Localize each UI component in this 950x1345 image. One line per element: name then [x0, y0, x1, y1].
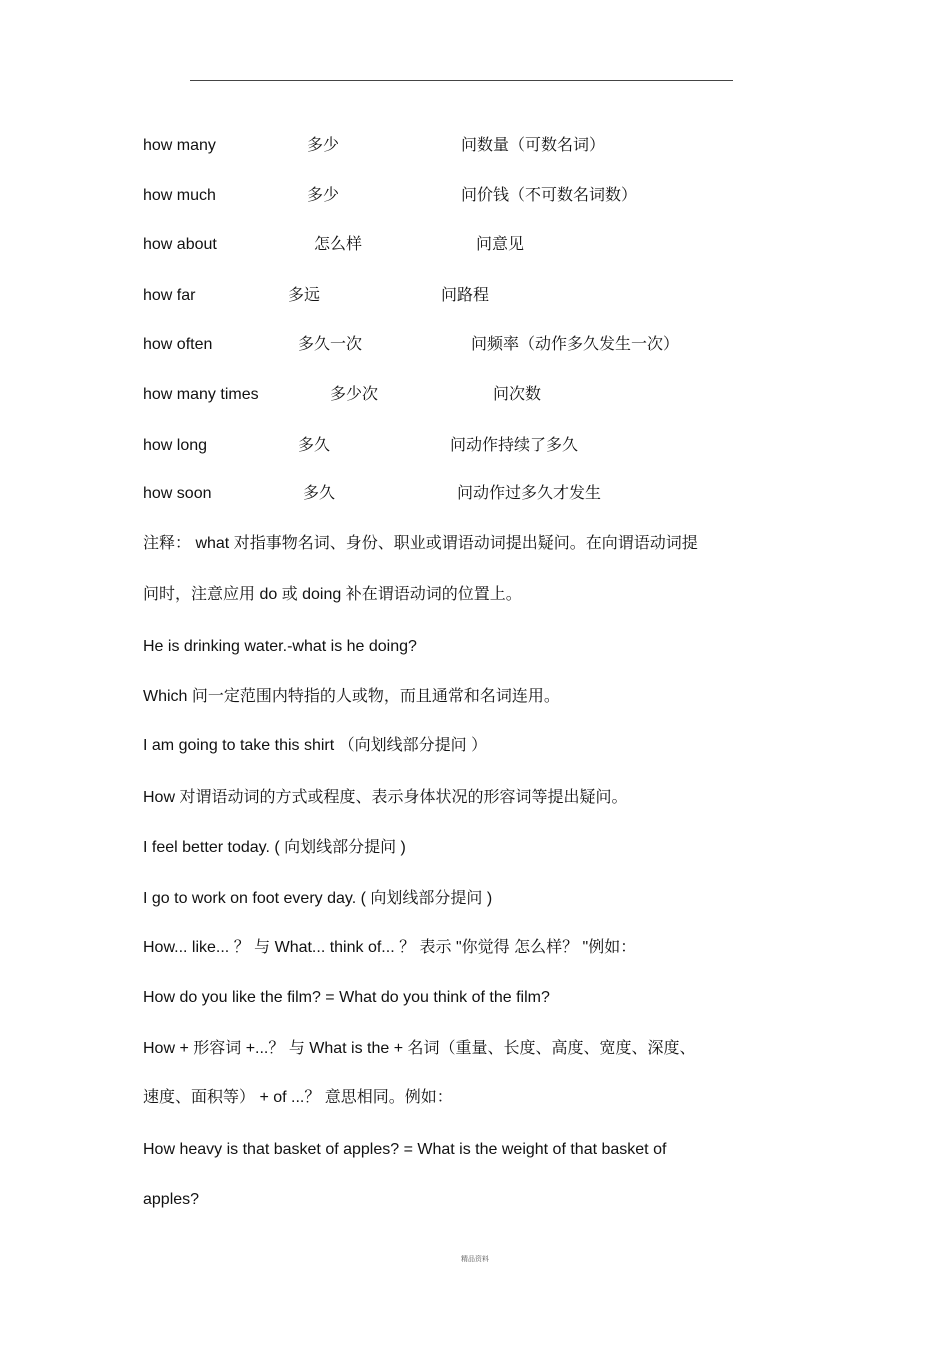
- paragraph-line: 速度、面积等） + of ...？ 意思相同。例如：: [143, 1089, 453, 1106]
- phrase-zh: 多少: [307, 137, 340, 154]
- phrase-meaning: 问价钱（不可数名词数）: [461, 187, 638, 204]
- phrase-en: how much: [143, 187, 216, 204]
- phrase-meaning: 问频率（动作多久发生一次）: [471, 336, 680, 353]
- phrase-meaning: 问路程: [441, 287, 490, 304]
- phrase-meaning: 问意见: [476, 236, 525, 253]
- paragraph-line: How heavy is that basket of apples? = What is the weight of that basket of: [143, 1141, 667, 1158]
- phrase-zh: 多少: [307, 187, 340, 204]
- paragraph-line: He is drinking water.-what is he doing?: [143, 638, 417, 655]
- phrase-meaning: 问次数: [493, 386, 542, 403]
- paragraph-line: 问时，注意应用 do 或 doing 补在谓语动词的位置上。: [143, 586, 522, 603]
- phrase-meaning: 问动作过多久才发生: [457, 485, 602, 502]
- phrase-meaning: 问数量（可数名词）: [461, 137, 606, 154]
- paragraph-line: Which 问一定范围内特指的人或物，而且通常和名词连用。: [143, 688, 560, 705]
- header-rule: [190, 80, 733, 81]
- paragraph-line: How... like... ？ 与 What... think of... ？ 表示 "你觉得 怎么样？ "例如：: [143, 939, 637, 956]
- phrase-en: how long: [143, 437, 208, 454]
- phrase-en: how soon: [143, 485, 212, 502]
- phrase-zh: 多久一次: [298, 336, 363, 353]
- paragraph-line: I go to work on foot every day. ( 向划线部分提问 ): [143, 890, 493, 907]
- phrase-meaning: 问动作持续了多久: [450, 437, 579, 454]
- phrase-en: how often: [143, 336, 213, 353]
- phrase-zh: 多少次: [330, 386, 379, 403]
- phrase-en: how many: [143, 137, 216, 154]
- paragraph-line: 注释： what 对指事物名词、身份、职业或谓语动词提出疑问。在向谓语动词提: [143, 535, 698, 552]
- phrase-en: how about: [143, 236, 217, 253]
- phrase-en: how far: [143, 287, 196, 304]
- phrase-zh: 多久: [303, 485, 336, 502]
- paragraph-line: I am going to take this shirt （向划线部分提问 ）: [143, 737, 488, 754]
- paragraph-line: How 对谓语动词的方式或程度、表示身体状况的形容词等提出疑问。: [143, 789, 628, 806]
- paragraph-line: How + 形容词 +...？ 与 What is the + 名词（重量、长度、高度、宽度、深度、: [143, 1040, 696, 1057]
- page-footer: 精品资料: [461, 1255, 489, 1263]
- paragraph-line: apples?: [143, 1191, 200, 1208]
- paragraph-line: I feel better today. ( 向划线部分提问 ): [143, 839, 406, 856]
- phrase-zh: 怎么样: [314, 236, 363, 253]
- paragraph-line: How do you like the film? = What do you think of the film?: [143, 989, 550, 1006]
- phrase-zh: 多远: [288, 287, 321, 304]
- phrase-zh: 多久: [298, 437, 331, 454]
- phrase-en: how many times: [143, 386, 259, 403]
